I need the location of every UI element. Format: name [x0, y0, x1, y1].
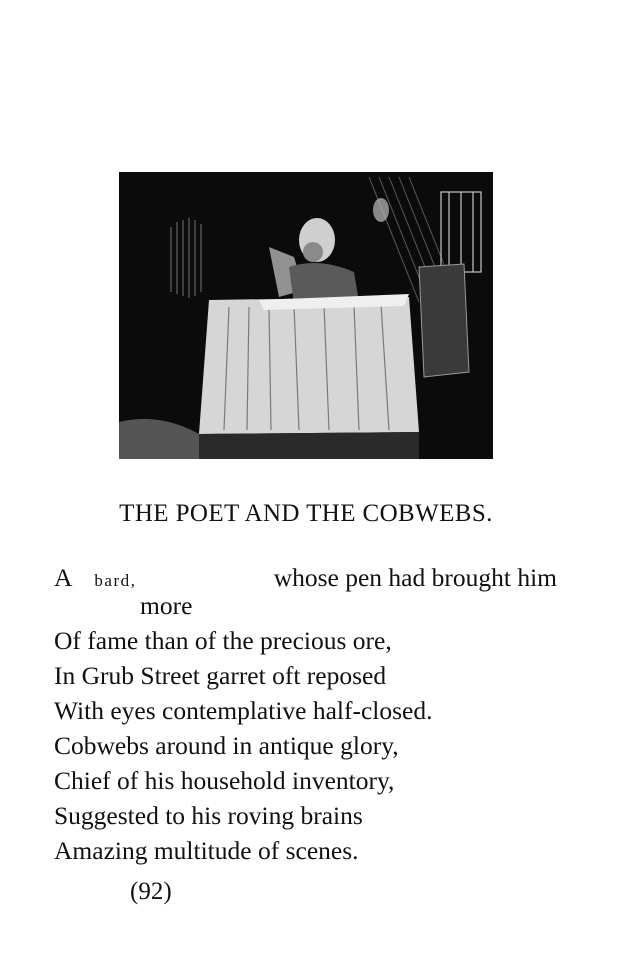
page-number: (92) — [130, 878, 172, 905]
first-line-rest: whose pen had brought him — [273, 563, 557, 592]
poem-line-1 — [54, 560, 557, 595]
poem-title: THE POET AND THE COBWEBS. — [119, 500, 493, 527]
poem-line-8: Amazing multitude of scenes. — [54, 836, 359, 865]
first-line-opening — [54, 560, 136, 595]
poem-line-continuation: more — [140, 591, 193, 620]
poem-body — [54, 560, 574, 868]
poem-line-6: Chief of his household inventory, — [54, 766, 395, 795]
poem-line-3: In Grub Street garret oft reposed — [54, 661, 387, 690]
poem-line-2: Of fame than of the precious ore, — [54, 626, 392, 655]
engraving-image — [119, 172, 493, 459]
poem-line-4: With eyes contemplative half-closed. — [54, 696, 433, 725]
small-caps-word: bard, — [94, 571, 137, 590]
poem-line-5: Cobwebs around in antique glory, — [54, 731, 399, 760]
poet-illustration — [119, 172, 493, 459]
drop-initial: A — [54, 563, 73, 592]
poem-line-7: Suggested to his roving brains — [54, 801, 363, 830]
